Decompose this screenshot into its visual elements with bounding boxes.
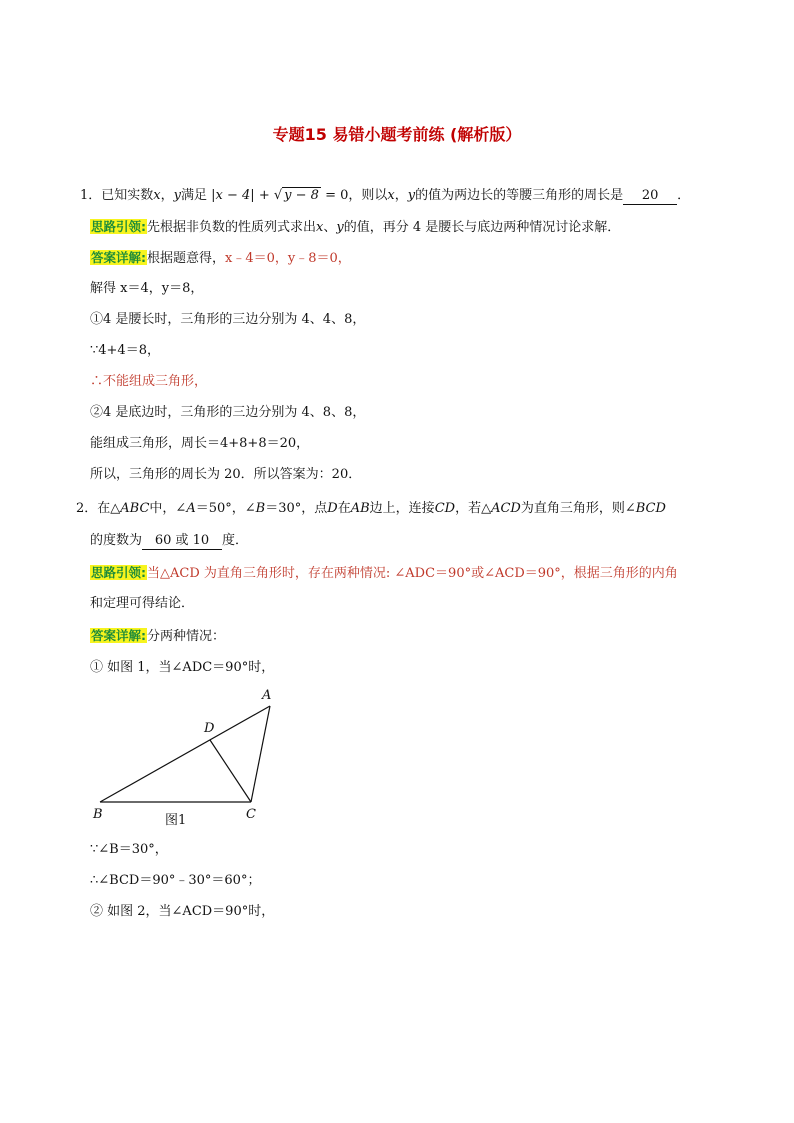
q2-because: ∵∠B＝30°，: [90, 842, 168, 857]
q2-stem: [76, 499, 666, 519]
q2-case1: ① 如图 1，当∠ADC＝90°时，: [90, 660, 275, 675]
q1-hint: 思路引领:先根据非负数的性质列式求出x、y的值，再分 4 是腰长与底边两种情况讨论求解．: [91, 219, 621, 235]
q2-stem-text: 2．在△: [76, 501, 121, 516]
segment-ba: [100, 706, 270, 802]
q2-stem-text: ＝50°，∠: [195, 501, 256, 516]
q2-stem-text: 边上，连接: [369, 501, 435, 516]
q1-stem-text: = 0，则以: [320, 188, 388, 203]
q2-answer-blank: 60 或 10: [142, 532, 222, 550]
var-y: y: [173, 188, 181, 203]
detail-text: 根据题意得，: [147, 251, 226, 266]
hint-text: 当△ACD 为直角三角形时，存在两种情况: ∠ADC＝90°或∠ACD＝90°，根据三角形的内角: [147, 566, 678, 581]
q1-because: ∵4+4＝8，: [90, 343, 160, 358]
q2-hint: [90, 563, 678, 584]
page-title: 专题15 易错小题考前练 (解析版）: [272, 125, 522, 144]
fig-label-b: B: [93, 807, 103, 822]
q2-stem-text: 的度数为: [90, 533, 143, 548]
q1-stem: [80, 186, 690, 206]
fig-label-d: D: [204, 721, 215, 736]
q1-therefore: ∴不能组成三角形，: [90, 374, 208, 389]
detail-text: 分两种情况：: [147, 629, 226, 644]
q1-stem-text: 满足: [181, 188, 208, 203]
q2-case2: ② 如图 2，当∠ACD＝90°时，: [90, 904, 275, 919]
q1-stem-text: ．: [677, 188, 691, 203]
q2-stem-line2: [90, 531, 248, 551]
q1-solve: 解得 x＝4，y＝8，: [90, 281, 204, 296]
abs-expression: |x − 4|: [211, 188, 255, 203]
q2-therefore: ∴∠BCD＝90°﹣30°＝60°；: [90, 873, 261, 888]
segment-cd: CD: [434, 501, 456, 516]
var-x: x: [153, 188, 161, 203]
q1-detail: [90, 248, 351, 269]
segment-ac: [251, 706, 270, 802]
q1-case2: ②4 是底边时，三角形的三边分别为 4、8、8，: [90, 405, 366, 420]
q1-stem-text: 的值为两边长的等腰三角形的周长是: [415, 188, 624, 203]
q2-detail: [90, 626, 225, 647]
q1-conclusion: 所以，三角形的周长为 20．所以答案为：20．: [90, 467, 362, 482]
q1-answer-blank: 20: [623, 187, 677, 205]
segment-ab: AB: [350, 501, 370, 516]
q2-stem-text: 在: [337, 501, 351, 516]
point-d: D: [327, 501, 338, 516]
comma: ，: [160, 188, 174, 203]
q2-stem-text: ＝30°，点: [265, 501, 328, 516]
comma: ，: [394, 188, 408, 203]
point-a: A: [186, 501, 196, 516]
point-b: B: [255, 501, 266, 516]
hint-text: 的值，再分 4 是腰长与底边两种情况讨论求解．: [343, 220, 621, 235]
q2-hint-line2: 和定理可得结论．: [90, 596, 195, 611]
triangle-acd: ACD: [491, 501, 521, 516]
radicand: y − 8: [284, 188, 319, 203]
var-x: x: [387, 188, 395, 203]
fig-caption: 图1: [165, 813, 187, 828]
plus-sign: +: [254, 188, 274, 203]
var-x: x: [316, 220, 324, 235]
q2-stem-text: 度．: [222, 533, 249, 548]
var-y: y: [407, 188, 416, 203]
hint-text: 先根据非负数的性质列式求出: [147, 220, 317, 235]
triangle-abc: ABC: [120, 501, 150, 516]
var-y: y: [336, 220, 344, 235]
q2-stem-text: 为直角三角形，则∠: [520, 501, 636, 516]
hint-tag: 思路引领:: [91, 565, 146, 580]
q1-perimeter: 能组成三角形，周长＝4+8+8＝20，: [90, 436, 310, 451]
sqrt-symbol: √: [273, 188, 283, 203]
segment-dc: [210, 740, 251, 802]
fig-label-c: C: [246, 807, 256, 822]
q2-stem-text: 中，∠: [149, 501, 187, 516]
fig-label-a: A: [262, 688, 272, 703]
q2-stem-text: ，若△: [455, 501, 492, 516]
detail-tag: 答案详解:: [91, 250, 146, 265]
hint-tag: 思路引领:: [91, 219, 146, 234]
q1-stem-text: 1．已知实数: [80, 188, 154, 203]
q1-case1: ①4 是腰长时，三角形的三边分别为 4、4、8，: [90, 312, 366, 327]
angle-bcd: BCD: [635, 501, 666, 516]
detail-tag: 答案详解:: [91, 628, 146, 643]
detail-equation: x﹣4＝0，y﹣8＝0，: [225, 251, 351, 266]
